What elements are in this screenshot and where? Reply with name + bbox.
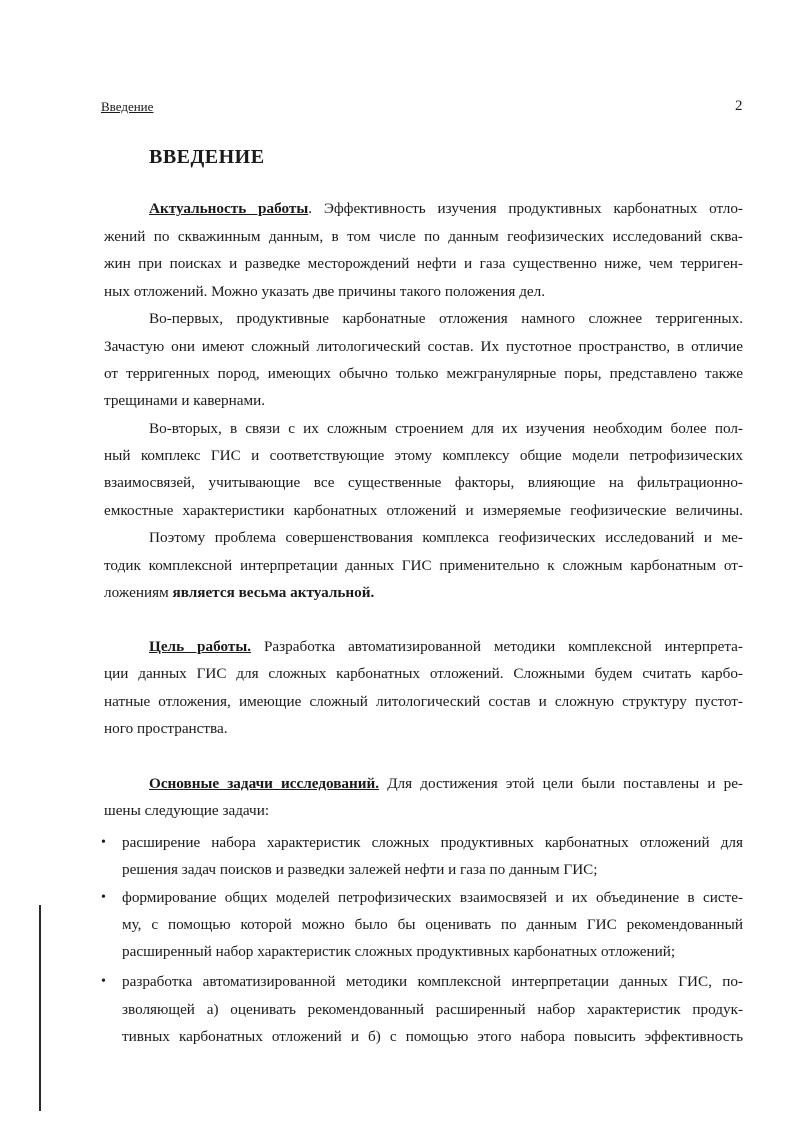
relevance-heading: Актуальность работы <box>149 200 309 217</box>
task-1-line-2: решения задач поисков и разведки залежей нефти и газа по данным ГИС; <box>122 861 598 878</box>
first-line-3: от терригенных пород, имеющих обычно только межгранулярные поры, представлено также <box>104 365 743 382</box>
therefore-line-1: Поэтому проблема совершенствования комплекса геофизических исследований и ме- <box>149 529 743 546</box>
goal-line-2: ции данных ГИС для сложных карбонатных отложений. Сложными будем считать карбо- <box>104 665 743 682</box>
task-2-line-3: расширенный набор характеристик сложных продуктивных карбонатных отложений; <box>122 943 676 960</box>
relevance-line-4: ных отложений. Можно указать две причины такого положения дел. <box>104 283 546 300</box>
task-3-line-1: разработка автоматизированной методики комплексной интерпретации данных ГИС, по- <box>122 973 743 990</box>
first-line-1: Во-первых, продуктивные карбонатные отложения намного сложнее терригенных. <box>149 310 743 327</box>
task-3-line-3: тивных карбонатных отложений и б) с помощью этого набора повысить эффективность <box>122 1028 743 1045</box>
scan-margin-line <box>39 905 41 1111</box>
first-line-4: трещинами и кавернами. <box>104 392 266 409</box>
therefore-line-3: ложениям является весьма актуальной. <box>104 584 375 601</box>
tasks-line-1: Основные задачи исследований. Для достижения этой цели были поставлены и ре- <box>149 775 743 792</box>
goal-line-1: Цель работы. Разработка автоматизированной методики комплексной интерпрета- <box>149 638 743 655</box>
goal-heading: Цель работы. <box>149 638 251 655</box>
relevance-line-2: жений по скважинным данным, в том числе по данным геофизических исследований сква- <box>104 228 743 245</box>
first-line-2: Зачастую они имеют сложный литологический состав. Их пустотное пространство, в отличие <box>104 338 743 355</box>
therefore-line-2: тодик комплексной интерпретации данных ГИС применительно к сложным карбонатным от- <box>104 557 743 574</box>
task-2-line-1: формирование общих моделей петрофизических взаимосвязей и их объединение в систе- <box>122 889 743 906</box>
second-line-4: емкостные характеристики карбонатных отложений и измеряемые геофизические величины. <box>104 502 743 519</box>
relevance-line-3: жин при поисках и разведке месторождений нефти и газа существенно ниже, чем терриген- <box>104 255 743 272</box>
goal-line-3: натные отложения, имеющие сложный литологический состав и сложную структуру пустот- <box>104 693 743 710</box>
page-number: 2 <box>735 98 743 114</box>
relevance-conclusion: является весьма актуальной. <box>172 584 375 601</box>
goal-line-4: ного пространства. <box>104 720 228 737</box>
tasks-heading: Основные задачи исследований. <box>149 775 380 792</box>
bullet-icon: • <box>101 835 106 850</box>
task-2-line-2: му, с помощью которой можно было бы оценивать по данным ГИС рекомендованный <box>122 916 743 933</box>
relevance-line-1: Актуальность работы. Эффективность изучения продуктивных карбонатных отло- <box>149 200 743 217</box>
second-line-3: взаимосвязей, учитывающие все существенные факторы, влияющие на фильтрационно- <box>104 474 743 491</box>
page-title: ВВЕДЕНИЕ <box>149 146 265 168</box>
second-line-1: Во-вторых, в связи с их сложным строением для их изучения необходим более пол- <box>149 420 743 437</box>
task-1-line-1: расширение набора характеристик сложных продуктивных карбонатных отложений для <box>122 834 743 851</box>
tasks-line-2: шены следующие задачи: <box>104 802 270 819</box>
bullet-icon: • <box>101 890 106 905</box>
running-header-section: Введение <box>101 99 154 114</box>
second-line-2: ный комплекс ГИС и соответствующие этому комплексу общие модели петрофизических <box>104 447 743 464</box>
bullet-icon: • <box>101 974 106 989</box>
task-3-line-2: зволяющей а) оценивать рекомендованный расширенный набор характеристик продук- <box>122 1001 743 1018</box>
